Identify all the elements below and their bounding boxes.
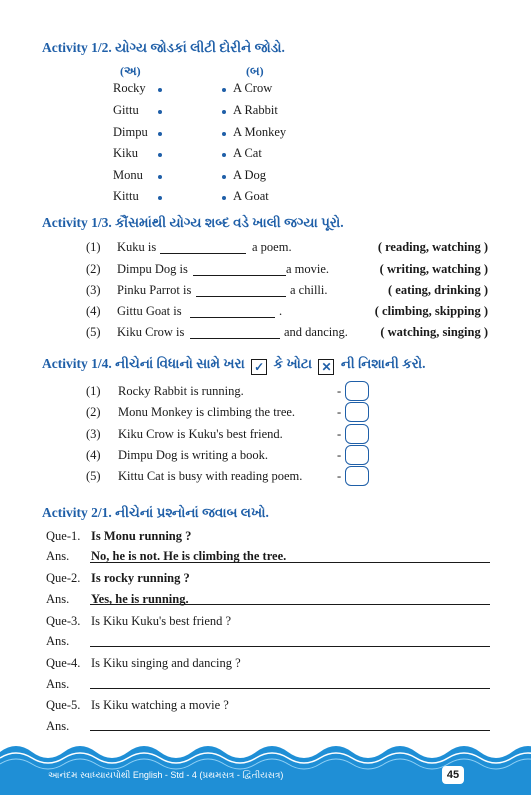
answer-label: Ans. <box>46 719 70 733</box>
cross-icon: ✕ <box>318 359 334 375</box>
match-dot-left[interactable] <box>158 175 162 179</box>
answer-line[interactable] <box>90 730 490 731</box>
sentence-start: Gittu Goat is <box>117 304 182 318</box>
word-options: ( reading, watching ) <box>377 240 488 254</box>
answer-label: Ans. <box>46 677 70 691</box>
fill-blank[interactable] <box>196 296 286 297</box>
match-dot-left[interactable] <box>158 110 162 114</box>
match-left-item: Kiku <box>113 146 138 160</box>
dash: - <box>337 405 342 419</box>
activity-instruction: ની નિશાની કરો. <box>340 356 426 371</box>
answer-line[interactable] <box>90 646 490 647</box>
match-dot-right[interactable] <box>222 110 226 114</box>
match-left-item: Monu <box>113 168 143 182</box>
question-text: Is Kiku watching a movie ? <box>91 698 229 712</box>
question-label: Que-3. <box>46 614 81 628</box>
answer-text: Yes, he is running. <box>91 592 189 606</box>
item-number: (3) <box>86 283 101 297</box>
activity-2-1-heading <box>42 505 269 521</box>
word-options: ( climbing, skipping ) <box>374 304 488 318</box>
question-label: Que-1. <box>46 529 81 543</box>
item-number: (1) <box>86 240 101 254</box>
item-number: (5) <box>86 469 101 483</box>
match-dot-right[interactable] <box>222 132 226 136</box>
tick-icon: ✓ <box>251 359 267 375</box>
answer-line[interactable] <box>90 604 490 605</box>
activity-title: Activity 1/4. <box>42 356 112 371</box>
item-number: (2) <box>86 262 101 276</box>
statement-text: Monu Monkey is climbing the tree. <box>118 405 296 419</box>
question-text: Is Kiku Kuku's best friend ? <box>91 614 232 628</box>
item-number: (4) <box>86 448 101 462</box>
answer-label: Ans. <box>46 549 70 563</box>
question-text: Is Monu running ? <box>91 529 192 543</box>
question-text: Is rocky running ? <box>91 571 190 585</box>
question-label: Que-4. <box>46 656 81 670</box>
sentence-end: a chilli. <box>290 283 328 297</box>
match-dot-right[interactable] <box>222 88 226 92</box>
sentence-start: Dimpu Dog is <box>117 262 188 276</box>
answer-label: Ans. <box>46 592 70 606</box>
true-false-box[interactable] <box>345 466 369 486</box>
match-left-item: Rocky <box>113 81 146 95</box>
item-number: (3) <box>86 427 101 441</box>
true-false-box[interactable] <box>345 381 369 401</box>
match-dot-right[interactable] <box>222 175 226 179</box>
match-right-item: A Dog <box>233 168 266 182</box>
sentence-start: Kuku is <box>117 240 157 254</box>
column-a-heading: (અ) <box>120 64 141 78</box>
dash: - <box>337 469 342 483</box>
match-dot-left[interactable] <box>158 132 162 136</box>
activity-instruction: કે ખોટા <box>273 356 313 371</box>
activity-1-3-heading <box>42 215 344 231</box>
match-left-item: Dimpu <box>113 125 148 139</box>
fill-blank[interactable] <box>190 338 280 339</box>
activity-instruction: યોગ્ય જોડકાં લીટી દોરીને જોડો. <box>115 40 285 55</box>
true-false-box[interactable] <box>345 445 369 465</box>
match-left-item: Gittu <box>113 103 139 117</box>
match-right-item: A Crow <box>233 81 273 95</box>
sentence-end: and dancing. <box>284 325 348 339</box>
match-right-item: A Cat <box>233 146 262 160</box>
dash: - <box>337 448 342 462</box>
dash: - <box>337 427 342 441</box>
sentence-start: Pinku Parrot is <box>117 283 192 297</box>
word-options: ( eating, drinking ) <box>387 283 488 297</box>
column-b-heading: (બ) <box>246 64 264 78</box>
match-dot-left[interactable] <box>158 88 162 92</box>
item-number: (4) <box>86 304 101 318</box>
footer-book-title: આનંદમ સ્વાધ્યાયપોથી English - Std - 4 (પ્રથમસત્ર - દ્વિતીયસત્ર) <box>48 770 284 780</box>
item-number: (2) <box>86 405 101 419</box>
answer-line[interactable] <box>90 562 490 563</box>
true-false-box[interactable] <box>345 402 369 422</box>
activity-title: Activity 1/3. <box>42 215 112 230</box>
answer-label: Ans. <box>46 634 70 648</box>
word-options: ( watching, singing ) <box>380 325 488 339</box>
fill-blank[interactable] <box>190 317 275 318</box>
question-text: Is Kiku singing and dancing ? <box>91 656 241 670</box>
dash: - <box>337 384 342 398</box>
answer-line[interactable] <box>90 688 490 689</box>
sentence-end: a movie. <box>286 262 330 276</box>
page-number: 45 <box>442 766 464 784</box>
statement-text: Kittu Cat is busy with reading poem. <box>118 469 303 483</box>
sentence-end: . <box>279 304 283 318</box>
activity-instruction: કૌંસમાંથી યોગ્ય શબ્દ વડે ખાલી જગ્યા પૂરો. <box>115 215 344 230</box>
sentence-end: a poem. <box>252 240 292 254</box>
activity-title: Activity 1/2. <box>42 40 112 55</box>
match-right-item: A Goat <box>233 189 269 203</box>
match-dot-right[interactable] <box>222 153 226 157</box>
word-options: ( writing, watching ) <box>379 262 488 276</box>
activity-instruction: નીચેનાં પ્રશ્નોનાં જવાબ લખો. <box>115 505 269 520</box>
match-left-item: Kittu <box>113 189 139 203</box>
match-dot-left[interactable] <box>158 196 162 200</box>
statement-text: Dimpu Dog is writing a book. <box>118 448 268 462</box>
item-number: (1) <box>86 384 101 398</box>
activity-instruction: નીચેનાં વિધાનો સામે ખરા <box>115 356 245 371</box>
item-number: (5) <box>86 325 101 339</box>
fill-blank[interactable] <box>160 253 246 254</box>
answer-text: No, he is not. He is climbing the tree. <box>91 549 287 563</box>
sentence-start: Kiku Crow is <box>117 325 185 339</box>
match-dot-left[interactable] <box>158 153 162 157</box>
activity-title: Activity 2/1. <box>42 505 112 520</box>
match-right-item: A Rabbit <box>233 103 278 117</box>
true-false-box[interactable] <box>345 424 369 444</box>
match-dot-right[interactable] <box>222 196 226 200</box>
activity-1-2-heading <box>42 40 285 56</box>
question-label: Que-2. <box>46 571 81 585</box>
match-right-item: A Monkey <box>233 125 287 139</box>
statement-text: Rocky Rabbit is running. <box>118 384 244 398</box>
activity-1-4-heading <box>42 356 426 375</box>
statement-text: Kiku Crow is Kuku's best friend. <box>118 427 283 441</box>
question-label: Que-5. <box>46 698 81 712</box>
fill-blank[interactable] <box>193 275 286 276</box>
